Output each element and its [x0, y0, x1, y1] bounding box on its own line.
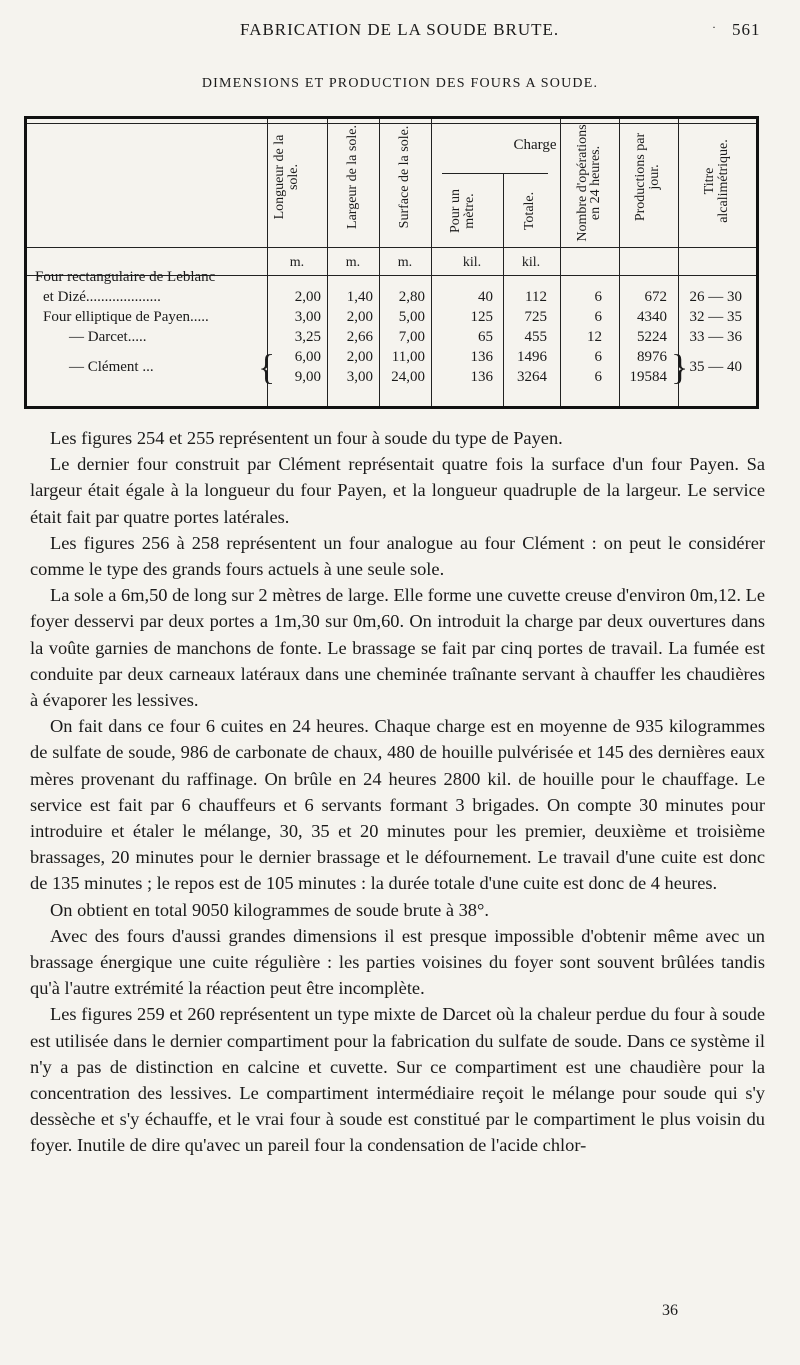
cell-largeur: 3,00	[346, 369, 373, 385]
header-largeur: Largeur de la sole.	[345, 125, 360, 229]
cell-largeur: 1,40	[346, 289, 373, 305]
cell-par-metre: 125	[470, 309, 493, 325]
cell-surface: 7,00	[398, 329, 425, 345]
table-row	[27, 269, 762, 291]
unit-totale: kil.	[521, 255, 541, 270]
paragraph: Le dernier four construit par Clément représentait quatre fois la surface d'un four Payen. Sa largeur était égale à la longueur du four Payen, et la longueur quadruple de la largeur. Le service était fait par quatre portes latérales.	[30, 454, 765, 527]
cell-production: 5224	[637, 329, 667, 345]
cell-par-metre: 136	[470, 349, 493, 365]
table-row	[27, 349, 762, 375]
cell-totale: 3264	[517, 369, 547, 385]
header-longueur: Longueur de la sole.	[272, 134, 301, 220]
body-text	[30, 425, 765, 1159]
cell-longueur: 9,00	[294, 369, 321, 385]
cell-totale: 455	[524, 329, 547, 345]
cell-largeur: 2,66	[346, 329, 373, 345]
cell-titre: 32 — 35	[689, 309, 742, 325]
cell-operations: 6	[594, 369, 602, 385]
header-totale: Totale.	[522, 191, 537, 231]
page-number: 561	[732, 20, 761, 39]
unit-par-metre: kil.	[462, 255, 482, 270]
header-rule	[27, 123, 756, 124]
unit-surface: m.	[397, 255, 413, 270]
cell-operations: 6	[594, 349, 602, 365]
furnace-table	[24, 116, 759, 409]
cell-production: 4340	[637, 309, 667, 325]
cell-surface: 5,00	[398, 309, 425, 325]
brace-right: }	[671, 347, 689, 387]
table-row	[27, 369, 762, 391]
cell-surface: 11,00	[391, 349, 425, 365]
header-rule	[27, 247, 756, 248]
cell-production: 19584	[629, 369, 667, 385]
paragraph: On fait dans ce four 6 cuites en 24 heures. Chaque charge est en moyenne de 935 kilogrammes de sulfate de soude, 986 de carbonate de chaux, 480 de houille pulvérisée et 145 des dernières eaux mères provenant du raffinage. On brûle en 24 heures 2800 kil. de houille pour le chauffage. Le service est fait par 6 chauffeurs et 6 servants formant 3 brigades. On compte 30 minutes pour introduire et étaler le mélange, 30, 35 et 20 minutes pour les premier, deuxième et troisième brassages, 20 minutes pour le dernier brassage et le défournement. Le travail d'une cuite est donc de 135 minutes ; le repos est de 105 minutes : la durée totale d'une cuite est donc de 4 heures.	[30, 716, 765, 894]
cell-surface: 2,80	[398, 289, 425, 305]
cell-longueur: 3,00	[294, 309, 321, 325]
running-head	[0, 20, 800, 44]
row-label: — Darcet.....	[69, 329, 147, 345]
table-row	[27, 329, 762, 351]
paragraph: Les figures 256 à 258 représentent un four analogue au four Clément : on peut le considérer comme le type des grands fours actuels à une seule sole.	[30, 532, 765, 580]
paragraph: Les figures 259 et 260 représentent un type mixte de Darcet où la chaleur perdue du four à soude est utilisée dans le dernier compartiment pour la fabrication du sulfate de soude. Dans ce système il n'y a pas de distinction en calcine et cuvette. Sur ce compartiment est une chaudière pour la concentration des lessives. Le compartiment intermédiaire reçoit le mélange pour soude qui s'y dessèche et s'y échauffe, et le vrai four à soude est constitué par le compartiment le plus voisin du foyer. Inutile de dire qu'avec un pareil four la condensation de l'acide chlor-	[30, 1004, 765, 1156]
charge-rule	[442, 173, 548, 174]
header-mark: ·	[712, 20, 717, 34]
row-label: Four rectangulaire de Leblanc	[35, 269, 216, 285]
cell-operations: 6	[594, 309, 602, 325]
running-title: FABRICATION DE LA SOUDE BRUTE.	[240, 20, 560, 39]
row-label: — Clément ...	[69, 359, 154, 375]
cell-operations: 12	[587, 329, 602, 345]
header-titre: Titre alcalimétrique.	[702, 139, 731, 223]
cell-longueur: 6,00	[294, 349, 321, 365]
header-operations: Nombre d'opérations en 24 heures.	[575, 124, 603, 242]
cell-par-metre: 65	[478, 329, 493, 345]
row-label: et Dizé....................	[43, 289, 161, 305]
cell-totale: 112	[525, 289, 547, 305]
cell-operations: 6	[594, 289, 602, 305]
cell-titre: 33 — 36	[689, 329, 742, 345]
signature-mark: 36	[662, 1302, 678, 1319]
cell-longueur: 3,25	[294, 329, 321, 345]
header-par-metre: Pour un mètre.	[448, 189, 477, 233]
cell-longueur: 2,00	[294, 289, 321, 305]
cell-par-metre: 40	[478, 289, 493, 305]
paragraph: Les figures 254 et 255 représentent un four à soude du type de Payen.	[50, 428, 563, 448]
cell-par-metre: 136	[470, 369, 493, 385]
row-label: Four elliptique de Payen.....	[43, 309, 209, 325]
unit-longueur: m.	[289, 255, 305, 270]
paragraph: Avec des fours d'aussi grandes dimensions il est presque impossible d'obtenir même avec un brassage énergique une cuite régulière : les parties voisines du foyer sont souvent brûlées tandis qu'à l'autre extrémité la réaction peut être incomplète.	[30, 925, 765, 999]
brace-left: {	[258, 347, 276, 387]
cell-titre: 26 — 30	[689, 289, 742, 305]
cell-totale: 1496	[517, 349, 547, 365]
cell-largeur: 2,00	[346, 349, 373, 365]
cell-largeur: 2,00	[346, 309, 373, 325]
cell-titre: 35 — 40	[689, 359, 742, 375]
unit-largeur: m.	[345, 255, 361, 270]
table-title: DIMENSIONS ET PRODUCTION DES FOURS A SOUDE.	[201, 76, 599, 91]
cell-surface: 24,00	[391, 369, 425, 385]
cell-production: 8976	[637, 349, 667, 365]
table-row	[27, 309, 762, 331]
cell-production: 672	[644, 289, 667, 305]
paragraph: La sole a 6m,50 de long sur 2 mètres de large. Elle forme une cuvette creuse d'environ 0m,12. Le foyer desservi par deux portes a 1m,30 sur 0m,60. On introduit la charge par deux ouvertures dans la voûte garnies de manchons de fonte. Le brassage se fait par cinq portes de travail. La fumée est conduite par deux carneaux latéraux dans une cheminée traînante servant à chauffer les chaudières à évaporer les lessives.	[30, 585, 765, 711]
header-surface: Surface de la sole.	[397, 125, 412, 229]
header-charge: Charge	[513, 137, 557, 153]
paragraph: On obtient en total 9050 kilogrammes de soude brute à 38°.	[50, 899, 489, 920]
table-row	[27, 289, 762, 311]
header-productions: Productions par jour.	[633, 132, 662, 222]
cell-totale: 725	[524, 309, 547, 325]
